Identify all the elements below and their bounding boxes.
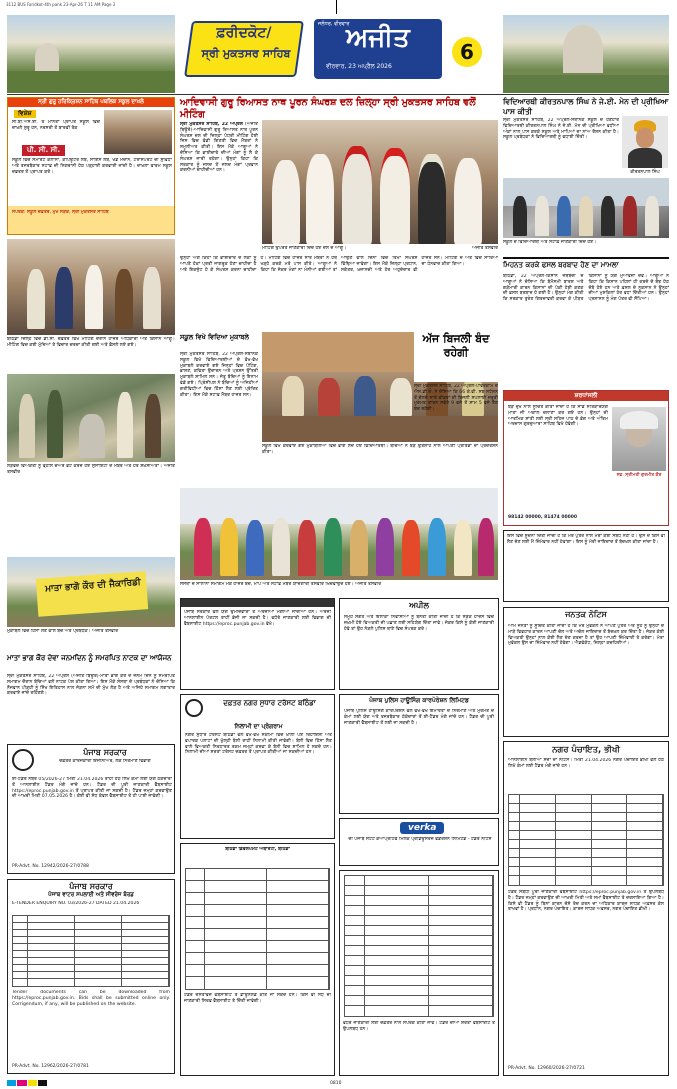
lead-credit: ਅਜੀਤ ਤਸਵੀਰ [472,246,498,251]
school-photo-caption: ਸਕੂਲ ਦੇ ਵਿਦਿਆਰਥੀ ਅਤੇ ਸਟਾਫ਼ ਜਾਣਕਾਰੀ ਦਿੰਦੇ ਹੋਏ। [503,240,597,245]
ad-badge: ਵਿਸ਼ੇਸ਼ [14,110,36,118]
center-ad-1: ਪੰਜਾਬ ਸਰਕਾਰ ਵਲੋਂ ਯੋਗ ਉਮੀਦਵਾਰਾਂ ਤੋਂ ਅਰਜ਼ੀਆਂ ਮੰਗੀਆਂ ਜਾਂਦੀਆਂ ਹਨ। ਅਰਜ਼ੀ ਆਨਲਾਈਨ ਪੋਰਟਲ ਰਾਹੀਂ ਭੇਜੀ ਜਾ ਸਕਦੀ ਹੈ। ਵਧੇਰੇ ਜਾਣਕਾਰੀ ਲਈ ਵਿਭਾਗ ਦੀ ਵੈੱਬਸਾਈਟ https://eproc.punjab.gov.in ਵੇਖੋ। [180,598,335,690]
school-admission-ad: ਸ੍ਰੀ ਗੁਰੂ ਹਰਿਕ੍ਰਿਸ਼ਨ ਸਾਹਿਬ ਪਬਲਿਕ ਸਕੂਲ ਦਾਖ਼ਲੇ ਵਿਸ਼ੇਸ਼ ਸੀ.ਬੀ.ਐਸ.ਈ. ਤੋਂ ਮਾਨਤਾ ਪ੍ਰਾਪਤ ਸਕੂਲ ਵਿਚ ਦਾਖ਼ਲੇ ਸ਼ੁਰੂ ਹਨ, ਨਰਸਰੀ ਤੋਂ ਬਾਰਵੀਂ ਤੱਕ ਪੀ. ਸੀ. ਸੀ. ਸਕੂਲ ਵਿਚ ਸਮਾਰਟ ਕਲਾਸਾਂ, ਕੰਪਿਊਟਰ ਲੈਬ, ਸਾਇੰਸ ਲੈਬ, ਖੇਡ ਮੈਦਾਨ, ਟਰਾਂਸਪੋਰਟ ਦੀ ਸੁਵਿਧਾ ਅਤੇ ਤਜਰਬੇਕਾਰ ਸਟਾਫ਼ ਦੀ ਨਿਗਰਾਨੀ ਹੇਠ ਪੜ੍ਹਾਈ ਕਰਵਾਈ ਜਾਂਦੀ ਹੈ। ਦਾਖ਼ਲਾ ਫਾਰਮ ਸਕੂਲ ਦਫ਼ਤਰ ਤੋਂ ਪ੍ਰਾਪਤ ਕਰੋ। ਸੰਪਰਕ: ਸਕੂਲ ਦਫ਼ਤਰ, ਮੁੱਖ ਸੜਕ, ਸ੍ਰੀ ਮੁਕਤਸਰ ਸਾਹਿਬ [7,97,175,235]
mid-headline: ਸਕੂਲ ਵਿਖੇ ਵਿਦਿਆ ਮੁਕਾਬਲੇ [180,333,249,341]
section-title-bottom: ਸ੍ਰੀ ਮੁਕਤਸਰ ਸਾਹਿਬ [201,47,291,60]
punjab-sarkar-ad-1: ਪੰਜਾਬ ਸਰਕਾਰ ਦਫ਼ਤਰ ਕਾਰਜਕਾਰੀ ਇੰਜੀਨੀਅਰ, ਲੋਕ ਨਿਰਮਾਣ ਵਿਭਾਗ ਈ-ਟੈਂਡਰ ਨੰਬਰ 05/2026-27 ਮਿਤੀ 21.04.2026 ਰਾਹੀਂ ਹੇਠ ਲਿਖੇ ਕੰਮਾਂ ਲਈ ਯੋਗ ਠੇਕੇਦਾਰਾਂ ਤੋਂ ਆਨਲਾਈਨ ਟੈਂਡਰ ਮੰਗੇ ਜਾਂਦੇ ਹਨ। ਟੈਂਡਰ ਦੀ ਪੂਰੀ ਜਾਣਕਾਰੀ ਵੈੱਬਸਾਈਟ https://eproc.punjab.gov.in ਤੋਂ ਪ੍ਰਾਪਤ ਕੀਤੀ ਜਾ ਸਕਦੀ ਹੈ। ਟੈਂਡਰ ਜਮ੍ਹਾਂ ਕਰਵਾਉਣ ਦੀ ਆਖ਼ਰੀ ਮਿਤੀ 07.05.2026 ਹੈ। ਕੋਈ ਵੀ ਸੋਧ ਕੇਵਲ ਵੈੱਬਸਾਈਟ ਤੇ ਹੀ ਪਾਈ ਜਾਵੇਗੀ। PR-Advt. No. 12942/2026-27/0788 [7,744,175,874]
print-slug: 3112 BUS Faridkot-4th pank 23-Apr-26 T 11 AM Page 3 [6,2,116,7]
obit-phone: 98142 00000, 81474 00000 [508,515,578,521]
police-title: ਪੰਜਾਬ ਪੁਲਿਸ ਹਾਊਸਿੰਗ ਕਾਰਪੋਰੇਸ਼ਨ ਲਿਮਿਟਡ [369,697,469,704]
lead-caption: ਮੀਟਿੰਗ ਉਪਰੰਤ ਜਾਣਕਾਰੀ ਦਿੰਦੇ ਹੋਏ ਦਲ ਦੇ ਆਗੂ। [262,246,347,251]
footer-code: 0810 [330,1081,342,1086]
obituary: ਸ਼ਰਧਾਂਜਲੀ ਬੜੇ ਦੁੱਖ ਨਾਲ ਸੂਚਿਤ ਕੀਤਾ ਜਾਂਦਾ ਹੈ ਕਿ ਸਾਡੇ ਸਤਿਕਾਰਯੋਗ ਮਾਤਾ ਜੀ ਅਕਾਲ ਚਲਾਣਾ ਕਰ ਗਏ ਹਨ। ਉਨ੍ਹਾਂ ਦੀ ਆਤਮਿਕ ਸ਼ਾਂਤੀ ਲਈ ਸ੍ਰੀ ਸਹਿਜ ਪਾਠ ਦੇ ਭੋਗ ਅਤੇ ਅੰਤਿਮ ਅਰਦਾਸ ਗੁਰਦੁਆਰਾ ਸਾਹਿਬ ਵਿਖੇ ਹੋਵੇਗੀ। ਸਵ. ਸ੍ਰੀਮਤੀ ਗੁਰਮੀਤ ਕੌਰ 98142 00000, 81474 00000 [503,390,669,526]
police-housing-ad: ਪੰਜਾਬ ਪੁਲਿਸ ਹਾਊਸਿੰਗ ਕਾਰਪੋਰੇਸ਼ਨ ਲਿਮਿਟਡ ਪੰਜਾਬ ਪੁਲਿਸ ਹਾਊਸਿੰਗ ਕਾਰਪੋਰੇਸ਼ਨ ਵਲੋਂ ਵੱਖ-ਵੱਖ ਇਮਾਰਤਾਂ ਦੇ ਨਿਰਮਾਣ ਅਤੇ ਮੁਰੰਮਤ ਦੇ ਕੰਮਾਂ ਲਈ ਯੋਗ ਅਤੇ ਤਜਰਬੇਕਾਰ ਠੇਕੇਦਾਰਾਂ ਤੋਂ ਈ-ਟੈਂਡਰ ਮੰਗੇ ਜਾਂਦੇ ਹਨ। ਟੈਂਡਰ ਦੀ ਪੂਰੀ ਜਾਣਕਾਰੀ ਵੈੱਬਸਾਈਟ ਤੋਂ ਲਈ ਜਾ ਸਕਦੀ ਹੈ। [339,694,499,814]
nagar-title: ਨਗਰ ਪੰਚਾਇਤ, ਭੀਖੀ [552,745,620,755]
appeal-ad: ਅਪੀਲ ਸਮੂਹ ਸੰਗਤ ਅਤੇ ਇਲਾਕਾ ਨਿਵਾਸੀਆਂ ਨੂੰ ਬੇਨਤੀ ਕੀਤੀ ਜਾਂਦੀ ਹੈ ਕਿ ਸੜਕ ਹਾਦਸੇ ਵਿਚ ਜ਼ਖ਼ਮੀ ਹੋਏ ਵਿਅਕਤੀ ਦੀ ਪਛਾਣ ਲਈ ਸਹਿਯੋਗ ਦਿੱਤਾ ਜਾਵੇ। ਜੇਕਰ ਕਿਸੇ ਨੂੰ ਕੋਈ ਜਾਣਕਾਰੀ ਹੋਵੇ ਤਾਂ ਉਹ ਨੇੜਲੇ ਪੁਲਿਸ ਥਾਣੇ ਵਿਚ ਸੰਪਰਕ ਕਰੇ। [339,598,499,690]
obit-title: ਸ਼ਰਧਾਂਜਲੀ [504,391,668,401]
verka-logo: verka [400,822,444,834]
obit-portrait [612,407,666,471]
tender-table-ad: ਵਧੇਰੇ ਜਾਣਕਾਰੀ ਲਈ ਦਫ਼ਤਰ ਨਾਲ ਸੰਪਰਕ ਕੀਤਾ ਜਾਵੇ। ਟੈਂਡਰ ਦੀਆਂ ਸ਼ਰਤਾਂ ਵੈੱਬਸਾਈਟ ਤੇ ਉਪਲਬਧ ਹਨ। [339,870,499,1076]
school-group-photo [503,178,669,238]
temple-photo-right [503,15,669,93]
kisan-headline: ਮਿਹਨਤ ਕਰਕੇ ਫਸਲ ਬਰਬਾਦ ਹੋਣ ਦਾ ਮਾਮਲਾ [503,257,669,270]
paper-subtitle: ਜਲੰਧਰ, ਵੀਰਵਾਰ [318,21,350,27]
notice-title: ਜਨਤਕ ਨੋਟਿਸ [565,610,607,619]
registration-mark [336,0,337,14]
ad-heading: ਪੰਜਾਬ ਸਰਕਾਰ [69,882,113,891]
school-photo [104,110,172,154]
page-number: 6 [452,37,482,67]
nagar-panchayat-tender: ਨਗਰ ਪੰਚਾਇਤ, ਭੀਖੀ ਆਨਲਾਈਨ ਬੋਲੀਆਂ ਸੱਦਾ ਦਾ ਨੋਟਿਸ। ਮਿਤੀ 21.04.2026 ਨਗਰ ਪੰਚਾਇਤ ਭੀਖੀ ਵਲੋਂ ਹੇਠ ਲਿਖੇ ਕੰਮਾਂ ਲਈ ਟੈਂਡਰ ਮੰਗੇ ਜਾਂਦੇ ਹਨ। ਟੈਂਡਰ ਸਬੰਧੀ ਪੂਰੀ ਜਾਣਕਾਰੀ ਵੈੱਬਸਾਈਟ https://eproc.punjab.gov.in ਤੇ ਉਪਲਬਧ ਹੈ। ਟੈਂਡਰ ਜਮ੍ਹਾਂ ਕਰਵਾਉਣ ਦੀ ਆਖ਼ਰੀ ਮਿਤੀ ਅਤੇ ਸਮਾਂ ਵੈੱਬਸਾਈਟ ਤੇ ਦਰਸਾਇਆ ਗਿਆ ਹੈ। ਕਿਸੇ ਵੀ ਟੈਂਡਰ ਨੂੰ ਬਿਨਾਂ ਕਾਰਨ ਦੱਸੇ ਰੱਦ ਕਰਨ ਦਾ ਅਧਿਕਾਰ ਕਾਰਜ ਸਾਧਕ ਅਫ਼ਸਰ ਕੋਲ ਰਾਖਵਾਂ ਹੈ। ਪ੍ਰਧਾਨ, ਨਗਰ ਪੰਚਾਇਤ। ਕਾਰਜ ਸਾਧਕ ਅਫ਼ਸਰ, ਨਗਰ ਪੰਚਾਇਤ ਭੀਖੀ। PR-Advt. No. 12960/2026-27/0721 [503,741,669,1076]
bijli-box [414,332,498,382]
group-photo [180,488,498,580]
portrait-caption: ਕੀਰਤਨਪਾਲ ਸਿੰਘ [630,170,660,175]
public-notice: ਜਨਤਕ ਨੋਟਿਸ ਆਮ ਜਨਤਾ ਨੂੰ ਸੂਚਿਤ ਕੀਤਾ ਜਾਂਦਾ ਹੈ ਕਿ ਮੇਰੇ ਮੁਵੱਕਲ ਨੇ ਆਪਣੇ ਪੁੱਤਰ ਅਤੇ ਨੂੰਹ ਨੂੰ ਉਨ੍ਹਾਂ ਦੇ ਮਾੜੇ ਵਿਵਹਾਰ ਕਾਰਨ ਆਪਣੀ ਚੱਲ ਅਤੇ ਅਚੱਲ ਜਾਇਦਾਦ ਤੋਂ ਬੇਦਖ਼ਲ ਕਰ ਦਿੱਤਾ ਹੈ। ਜੇਕਰ ਕੋਈ ਵਿਅਕਤੀ ਉਨ੍ਹਾਂ ਨਾਲ ਕੋਈ ਲੈਣ ਦੇਣ ਕਰਦਾ ਹੈ ਤਾਂ ਉਹ ਆਪਣੀ ਜ਼ਿੰਮੇਵਾਰੀ ਤੇ ਕਰੇਗਾ। ਮੇਰਾ ਮੁਵੱਕਲ ਉਸ ਦਾ ਜ਼ਿੰਮੇਵਾਰ ਨਹੀਂ ਹੋਵੇਗਾ। ਐਡਵੋਕੇਟ, ਜ਼ਿਲ੍ਹਾ ਕਚਹਿਰੀਆਂ। [503,607,669,737]
right-headline: ਵਿਦਿਆਰਥੀ ਕੀਰਤਨਪਾਲ ਸਿੰਘ ਨੇ ਜੇ.ਈ. ਮੇਨ ਦੀ ਪ੍ਰੀਖਿਆ ਪਾਸ ਕੀਤੀ [503,97,669,116]
masthead [176,15,501,93]
color-bar [7,1080,47,1086]
meeting-photo [7,239,175,335]
paper-name: ਅਜੀਤ [346,23,410,53]
wheelchair-photo [7,374,175,462]
ad-title: ਸ੍ਰੀ ਗੁਰੂ ਹਰਿਕ੍ਰਿਸ਼ਨ ਸਾਹਿਬ ਪਬਲਿਕ ਸਕੂਲ ਦਾਖ਼ਲੇ [8,98,174,107]
emblem-icon [12,749,34,771]
banner-text: ਮਾਤਾ ਭਾਗੋ ਕੌਰ ਦੀ ਜੈਕਾਰਿਡੀ [44,577,142,595]
trust-title: ਦਫ਼ਤਰ ਨਗਰ ਸੁਧਾਰ ਟਰੱਸਟ ਬਠਿੰਡਾ [223,699,316,707]
jal-board-tender: ਪੰਜਾਬ ਸਰਕਾਰ ਪੰਜਾਬ ਵਾਟਰ ਸਪਲਾਈ ਅਤੇ ਸੀਵਰੇਜ ਬੋਰਡ E-TENDER ENQUIRY NO. 03/2026-27 DATED 21.04.2026 Tender documents can be downloaded from https://eproc.punjab.gov.in. Bids shall be submitted online only. Corrigendum, if any, will be published on the website. PR-Advt. No. 12962/2026-27/0781 [7,879,175,1074]
small-ad-right: ਇਸ ਵਿਚ ਸੂਚਨਾ ਦਿੱਤੀ ਜਾਂਦੀ ਹੈ ਕਿ ਮੇਰੇ ਪੁੱਤਰ ਨਾਲ ਮੇਰਾ ਕੋਈ ਸਬੰਧ ਨਹੀਂ ਹੈ। ਉਸ ਦੇ ਕਿਸੇ ਵੀ ਲੈਣ ਦੇਣ ਲਈ ਮੈਂ ਜ਼ਿੰਮੇਵਾਰ ਨਹੀਂ ਹੋਵਾਂਗਾ। ਇਸ ਨੂੰ ਮੇਰੀ ਜਾਇਦਾਦ ਤੋਂ ਬੇਦਖ਼ਲ ਕੀਤਾ ਜਾਂਦਾ ਹੈ। [503,530,669,602]
ad-label: ਪੀ. ਸੀ. ਸੀ. [22,145,65,156]
section-title-top: ਫ਼ਰੀਦਕੋਟ/ [216,25,272,41]
lead-photo [262,120,498,244]
verka-ad: verka ਦੀ ਪੰਜਾਬ ਸਟੇਟ ਕੋਆਪ੍ਰੇਟਿਵ ਮਿਲਕ ਪ੍ਰੋਡਿਊਸਰਜ਼ ਫੈਡਰੇਸ਼ਨ ਲਿਮਿਟਡ - ਟੈਂਡਰ ਨੋਟਿਸ [339,818,499,866]
banner-photo [7,557,175,627]
sudhar-trust-ad: ਦਫ਼ਤਰ ਨਗਰ ਸੁਧਾਰ ਟਰੱਸਟ ਬਠਿੰਡਾ ਨਿਲਾਮੀ ਦਾ ਪ੍ਰੋਗਰਾਮ ਨਗਰ ਸੁਧਾਰ ਟਰੱਸਟ ਬਠਿੰਡਾ ਵਲੋਂ ਵੱਖ-ਵੱਖ ਸਕੀਮਾਂ ਵਿਚ ਖ਼ਾਲੀ ਪਏ ਰਿਹਾਇਸ਼ੀ ਅਤੇ ਵਪਾਰਕ ਪਲਾਟਾਂ ਦੀ ਖੁੱਲ੍ਹੀ ਬੋਲੀ ਰਾਹੀਂ ਨਿਲਾਮੀ ਕੀਤੀ ਜਾਵੇਗੀ। ਬੋਲੀ ਵਿਚ ਹਿੱਸਾ ਲੈਣ ਵਾਲੇ ਵਿਅਕਤੀ ਨਿਰਧਾਰਤ ਰਕਮ ਜਮ੍ਹਾਂ ਕਰਵਾ ਕੇ ਬੋਲੀ ਵਿਚ ਸ਼ਾਮਿਲ ਹੋ ਸਕਦੇ ਹਨ। ਨਿਲਾਮੀ ਦੀਆਂ ਸ਼ਰਤਾਂ ਟਰੱਸਟ ਦਫ਼ਤਰ ਤੋਂ ਪ੍ਰਾਪਤ ਕੀਤੀਆਂ ਜਾ ਸਕਦੀਆਂ ਹਨ। [180,694,335,839]
ad-subheading: ਪੰਜਾਬ ਵਾਟਰ ਸਪਲਾਈ ਅਤੇ ਸੀਵਰੇਜ ਬੋਰਡ [48,892,134,898]
banner-headline: ਮਾਤਾ ਭਾਗ ਕੌਰ ਦੇਵਾ ਜਨਮਦਿਨ ਨੂੰ ਸਮਰਪਿਤ ਨਾਟਕ ਦਾ ਆਯੋਜਨ [7,654,172,662]
lead-dateline: ਸ੍ਰੀ ਮੁਕਤਸਰ ਸਾਹਿਬ, 22 ਅਪ੍ਰੈਲ [180,122,244,127]
student-portrait [622,116,668,168]
masthead-rule [7,94,669,95]
lead-headline: ਆਦਿਵਾਸੀ ਗੁਰੂ ਰਿਆਸਤ ਨਾਥ ਪੂਰਨ ਸੰਘਰਸ਼ ਦਲ ਜ਼ਿਲ੍ਹਾ ਸ੍ਰੀ ਮੁਕਤਸਰ ਸਾਹਿਬ ਵਲੋਂ ਮੀਟਿੰਗ [180,97,476,120]
appeal-title: ਅਪੀਲ [409,601,429,610]
bathinda-development-ad: ਬਠਿੰਡਾ ਡਿਵੈਲਪਮੈਂਟ ਅਥਾਰਟੀ, ਬਠਿੰਡਾ ਟੈਂਡਰ ਦਸਤਾਵੇਜ਼ ਵੈੱਬਸਾਈਟ ਤੋਂ ਡਾਊਨਲੋਡ ਕੀਤੇ ਜਾ ਸਕਦੇ ਹਨ। ਕਿਸੇ ਵੀ ਸੋਧ ਦੀ ਜਾਣਕਾਰੀ ਸਿਰਫ਼ ਵੈੱਬਸਾਈਟ ਤੇ ਦਿੱਤੀ ਜਾਵੇਗੀ। [180,843,335,1076]
emblem-icon [185,699,203,717]
ad-heading: ਪੰਜਾਬ ਸਰਕਾਰ [83,748,127,757]
bijli-headline: ਅੱਜ ਬਿਜਲੀ ਬੰਦ ਰਹੇਗੀ [422,332,490,359]
issue-date: ਵੀਰਵਾਰ, 23 ਅਪ੍ਰੈਲ 2026 [326,63,392,70]
obit-name: ਸਵ. ਸ੍ਰੀਮਤੀ ਗੁਰਮੀਤ ਕੌਰ [616,473,662,478]
temple-photo-left [7,15,175,93]
auction-title: ਨਿਲਾਮੀ ਦਾ ਪ੍ਰੋਗਰਾਮ [234,723,283,730]
